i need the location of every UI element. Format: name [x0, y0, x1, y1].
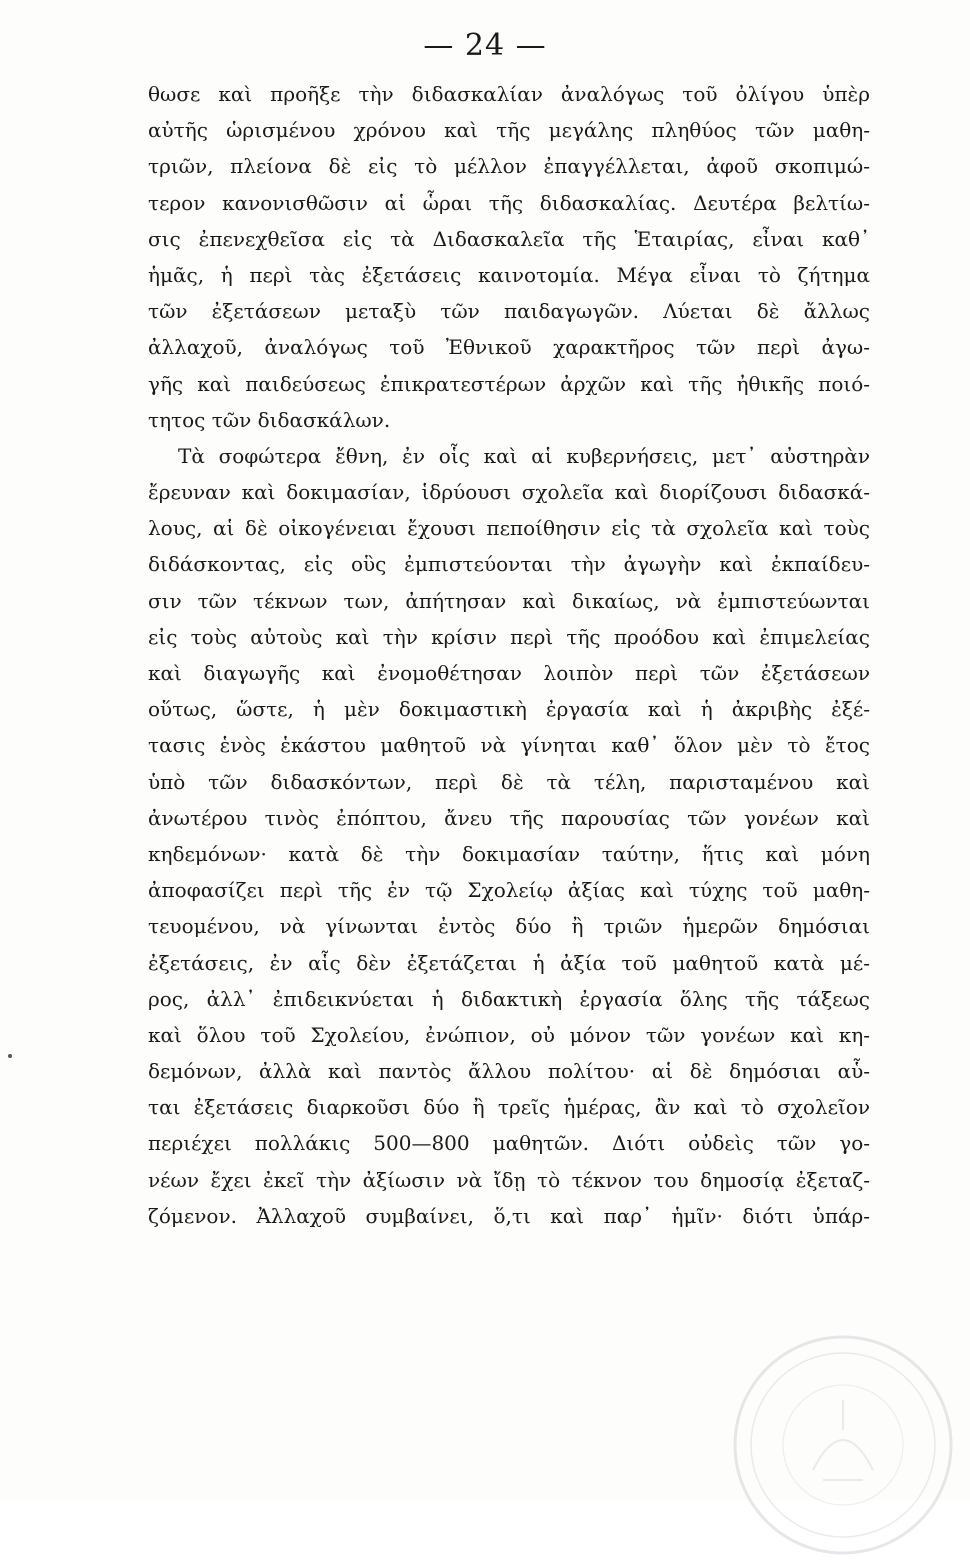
text-line: ἀνωτέρου τινὸς ἐπόπτου, ἄνευ τῆς παρουσίας τῶν γονέων καὶ: [148, 805, 870, 830]
text-line: καὶ διαγωγῆς καὶ ἐνομοθέτησαν λοιπὸν περὶ τῶν ἐξετάσεων: [148, 661, 870, 685]
text-line: περιέχει πολλάκις 500—800 μαθητῶν. Διότι οὐδεὶς τῶν γο-: [148, 1131, 870, 1156]
text-line: θωσε καὶ προῆξε τὴν διδασκαλίαν ἀναλόγως τοῦ ὀλίγου ὑπὲρ: [148, 82, 870, 106]
text-line: ζόμενον. Ἀλλαχοῦ συμβαίνει, ὅ,τι καὶ παρ᾽ ἡμῖν· διότι ὑπάρ-: [148, 1203, 870, 1228]
text-line: ὑπὸ τῶν διδασκόντων, περὶ δὲ τὰ τέλη, παρισταμένου καὶ: [148, 769, 870, 794]
text-line: δεμόνων, ἀλλὰ καὶ παντὸς ἄλλου πολίτου· αἱ δὲ δημόσιαι αὗ-: [148, 1059, 870, 1084]
text-line: τασις ἑνὸς ἑκάστου μαθητοῦ νὰ γίνηται καθ᾽ ὅλον μὲν τὸ ἔτος: [148, 733, 870, 758]
text-line: ἀποφασίζει περὶ τῆς ἐν τῷ Σχολείῳ ἀξίας καὶ τύχης τοῦ μαθη-: [148, 878, 870, 903]
text-line: εἰς τοὺς αὐτοὺς καὶ τὴν κρίσιν περὶ τῆς προόδου καὶ ἐπιμελείας: [148, 624, 870, 649]
text-line: κηδεμόνων· κατὰ δὲ τὴν δοκιμασίαν ταύτην, ἥτις καὶ μόνη: [148, 841, 870, 866]
text-line: καὶ ὅλου τοῦ Σχολείου, ἐνώπιον, οὐ μόνον τῶν γονέων καὶ κη-: [148, 1022, 870, 1047]
text-line: νέων ἔχει ἐκεῖ τὴν ἀξίωσιν νὰ ἴδῃ τὸ τέκνον του δημοσίᾳ ἐξεταζ-: [148, 1167, 870, 1192]
library-stamp-watermark: [728, 1330, 958, 1560]
text-line: ρος, ἀλλ᾽ ἐπιδεικνύεται ἡ διδακτικὴ ἐργασία ὅλης τῆς τάξεως: [148, 986, 870, 1011]
text-line: αὐτῆς ὡρισμένου χρόνου καὶ τῆς μεγάλης πληθύος τῶν μαθη-: [148, 118, 870, 143]
page-number: — 24 —: [423, 28, 547, 63]
text-line: τευομένου, νὰ γίνωνται ἐντὸς δύο ἢ τριῶν ἡμερῶν δημόσιαι: [148, 914, 870, 939]
text-line: τερον κανονισθῶσιν αἱ ὧραι τῆς διδασκαλίας. Δευτέρα βελτίω-: [148, 190, 870, 215]
text-line: σιν τῶν τέκνων των, ἀπήτησαν καὶ δικαίως, νὰ ἐμπιστεύωνται: [148, 588, 870, 613]
body-text: [148, 76, 870, 1234]
text-line: σις ἐπενεχθεῖσα εἰς τὰ Διδασκαλεῖα τῆς Ἑταιρίας, εἶναι καθ᾽: [148, 226, 870, 251]
text-line: ἀλλαχοῦ, ἀναλόγως τοῦ Ἐθνικοῦ χαρακτῆρος τῶν περὶ ἀγω-: [148, 335, 870, 360]
paragraph-start-line: Τὰ σοφώτερα ἔθνη, ἐν οἷς καὶ αἱ κυβερνήσεις, μετ᾽ αὐστηρὰν: [178, 443, 870, 468]
text-line: ἔρευναν καὶ δοκιμασίαν, ἱδρύουσι σχολεῖα καὶ διορίζουσι διδασκά-: [148, 480, 870, 505]
text-line: τριῶν, πλείονα δὲ εἰς τὸ μέλλον ἐπαγγέλλεται, ἀφοῦ σκοπιμώ-: [148, 154, 870, 179]
margin-mark: [8, 1054, 12, 1058]
text-line: οὕτως, ὥστε, ἡ μὲν δοκιμαστικὴ ἐργασία καὶ ἡ ἀκριβὴς ἐξέ-: [148, 697, 870, 722]
text-line: τῶν ἐξετάσεων μεταξὺ τῶν παιδαγωγῶν. Λύεται δὲ ἄλλως: [148, 299, 870, 324]
text-line: ἐξετάσεις, ἐν αἷς δὲν ἐξετάζεται ἡ ἀξία τοῦ μαθητοῦ κατὰ μέ-: [148, 950, 870, 975]
text-line: τητος τῶν διδασκάλων.: [148, 407, 391, 432]
text-line: διδάσκοντας, εἰς οὓς ἐμπιστεύονται τὴν ἀγωγὴν καὶ ἐκπαίδευ-: [148, 552, 870, 577]
text-line: λους, αἱ δὲ οἰκογένειαι ἔχουσι πεποίθησιν εἰς τὰ σχολεῖα καὶ τοὺς: [148, 516, 870, 541]
text-line: γῆς καὶ παιδεύσεως ἐπικρατεστέρων ἀρχῶν καὶ τῆς ἠθικῆς ποιό-: [148, 371, 870, 396]
text-line: ται ἐξετάσεις διαρκοῦσι δύο ἢ τρεῖς ἡμέρας, ἂν καὶ τὸ σχολεῖον: [148, 1095, 870, 1120]
text-line: ἡμᾶς, ἡ περὶ τὰς ἐξετάσεις καινοτομία. Μέγα εἶναι τὸ ζήτημα: [148, 262, 870, 287]
